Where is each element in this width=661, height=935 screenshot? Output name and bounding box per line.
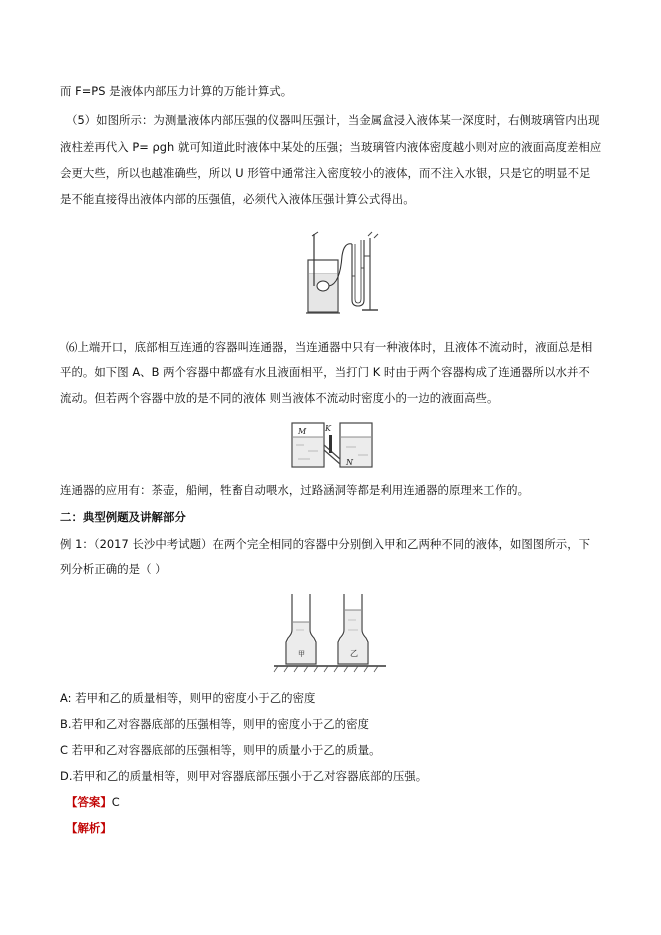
example-1-line-2: 列分析正确的是（ ） [60,562,167,576]
paragraph-formula-note: 而 F=PS 是液体内部压力计算的万能计算式。 [60,84,293,98]
example-1-line-1: 例 1：（2017 长沙中考试题）在两个完全相同的容器中分别倒入甲和乙两种不同的液体，如图图所示，下 [60,537,591,551]
connected-vessel-applications: 连通器的应用有：茶壶，船闸，牲畜自动喂水，过路涵洞等都是利用连通器的原理来工作的。 [60,483,530,497]
analysis-line [66,820,614,836]
section-heading-examples: 二：典型例题及讲解部分 [60,510,186,524]
option-a: A: 若甲和乙的质量相等，则甲的密度小于乙的密度 [60,691,316,705]
answer-value: C [111,795,120,809]
analysis-tag: 【解析】 [66,821,112,835]
option-c: C 若甲和乙对容器底部的压强相等，则甲的质量小于乙的质量。 [60,743,381,757]
pressure-gauge-figure [302,226,380,320]
paragraph-6-line-1: ⑹上端开口，底部相互连通的容器叫连通器，当连通器中只有一种液体时，且液体不流动时，液面总是相 [66,340,593,354]
paragraph-5-line-2: 液柱差再代入 P= ρgh 就可知道此时液体中某处的压强；当玻璃管内液体密度越小则对应的液面高度差相应 [60,140,602,154]
label-k: K [325,424,331,433]
two-containers-figure [272,590,388,674]
label-jia: 甲 [298,650,305,658]
option-d: D.若甲和乙的质量相等，则甲对容器底部压强小于乙对容器底部的压强。 [60,769,428,783]
answer-line [66,794,614,810]
connected-vessels-figure [290,419,374,471]
paragraph-5-line-3: 会更大些，所以也越准确些，所以 U 形管中通常注入密度较小的液体，而不注入水银，只是它的明显不足 [60,166,591,180]
paragraph-6-line-3: 流动。但若两个容器中放的是不同的液体 则当液体不流动时密度小的一边的液面高些。 [60,391,499,405]
label-n: N [346,458,353,467]
paragraph-6-line-2: 平的。如下图 A、B 两个容器中都盛有水且液面相平，当打门 K 时由于两个容器构成了连通器所以水并不 [60,365,590,379]
label-yi: 乙 [350,649,358,658]
paragraph-5-line-4: 是不能直接得出液体内部的压强值，必须代入液体压强计算公式得出。 [60,192,415,206]
paragraph-5-line-1: （5）如图所示：为测量液体内部压强的仪器叫压强计，当金属盒浸入液体某一深度时，右侧玻璃管内出现 [66,113,600,127]
label-m: M [298,427,307,436]
option-b: B.若甲和乙对容器底部的压强相等，则甲的密度小于乙的密度 [60,717,369,731]
answer-tag: 【答案】 [66,795,112,809]
